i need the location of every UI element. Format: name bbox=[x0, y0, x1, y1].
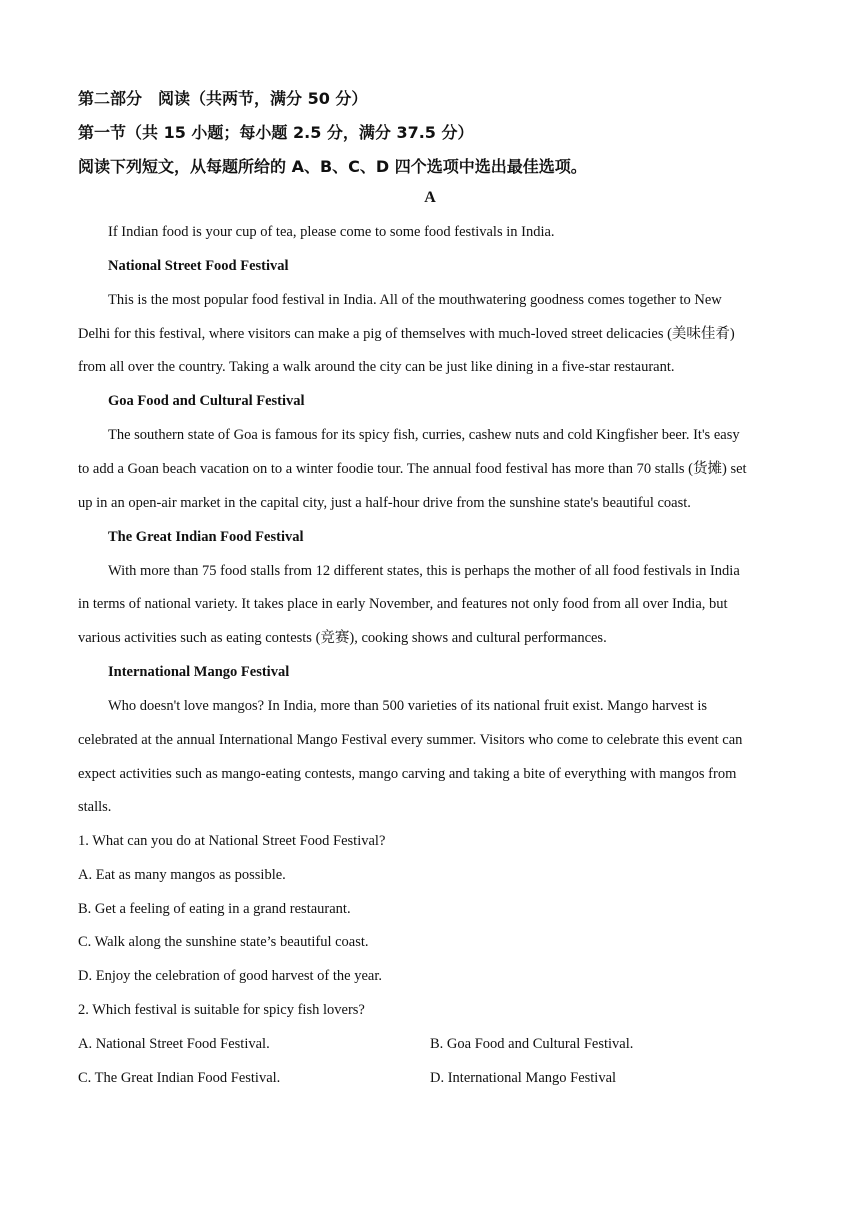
paragraph-line: The southern state of Goa is famous for its spicy fish, curries, cashew nuts and cold Kingfisher beer. It's easy bbox=[108, 427, 740, 443]
question-stem: 2. Which festival is suitable for spicy fish lovers? bbox=[78, 1002, 365, 1018]
paragraph-line: Delhi for this festival, where visitors can make a pig of themselves with much-loved street delicacies (美味佳肴) bbox=[78, 326, 735, 342]
answer-option: B. Get a feeling of eating in a grand restaurant. bbox=[78, 901, 351, 917]
part-heading: 第二部分 阅读（共两节，满分 50 分） bbox=[78, 89, 368, 108]
answer-option: C. Walk along the sunshine state’s beautiful coast. bbox=[78, 934, 369, 950]
paragraph-line: This is the most popular food festival in India. All of the mouthwatering goodness comes together to New bbox=[108, 292, 722, 308]
answer-option: D. International Mango Festival bbox=[430, 1070, 617, 1086]
answer-option: A. Eat as many mangos as possible. bbox=[78, 867, 286, 883]
section-heading-great-indian: The Great Indian Food Festival bbox=[108, 529, 304, 545]
paragraph-line: Who doesn't love mangos? In India, more than 500 varieties of its national fruit exist. Mango harvest is bbox=[108, 698, 707, 714]
paragraph-line: to add a Goan beach vacation on to a winter foodie tour. The annual food festival has more than 70 stalls (货摊) set bbox=[78, 461, 747, 477]
answer-option: A. National Street Food Festival. bbox=[78, 1036, 270, 1052]
paragraph-line: celebrated at the annual International Mango Festival every summer. Visitors who come to celebrate this event can bbox=[78, 732, 743, 748]
answer-option: B. Goa Food and Cultural Festival. bbox=[430, 1036, 634, 1052]
instruction-text: 阅读下列短文，从每题所给的 A、B、C、D 四个选项中选出最佳选项。 bbox=[78, 157, 587, 176]
paragraph-line: stalls. bbox=[78, 799, 112, 815]
paragraph-line: expect activities such as mango-eating contests, mango carving and taking a bite of everything with mangos from bbox=[78, 766, 737, 782]
paragraph-line: from all over the country. Taking a walk around the city can be just like dining in a five-star restaurant. bbox=[78, 359, 675, 375]
section-heading-goa: Goa Food and Cultural Festival bbox=[108, 393, 305, 409]
answer-option: D. Enjoy the celebration of good harvest of the year. bbox=[78, 968, 382, 984]
passage-intro: If Indian food is your cup of tea, please come to some food festivals in India. bbox=[108, 224, 555, 240]
section-heading-national-street: National Street Food Festival bbox=[108, 258, 289, 274]
section-heading: 第一节（共 15 小题；每小题 2.5 分，满分 37.5 分） bbox=[78, 123, 474, 142]
section-heading-mango: International Mango Festival bbox=[108, 664, 290, 680]
answer-option: C. The Great Indian Food Festival. bbox=[78, 1070, 281, 1086]
question-stem: 1. What can you do at National Street Food Festival? bbox=[78, 833, 386, 849]
passage-letter: A bbox=[424, 189, 436, 206]
paragraph-line: in terms of national variety. It takes place in early November, and features not only food from all over India, but bbox=[78, 596, 728, 612]
paragraph-line: various activities such as eating contests (竞赛), cooking shows and cultural performances. bbox=[78, 630, 607, 646]
paragraph-line: With more than 75 food stalls from 12 different states, this is perhaps the mother of all food festivals in India bbox=[108, 563, 740, 579]
paragraph-line: up in an open-air market in the capital city, just a half-hour drive from the sunshine state's beautiful coast. bbox=[78, 495, 691, 511]
